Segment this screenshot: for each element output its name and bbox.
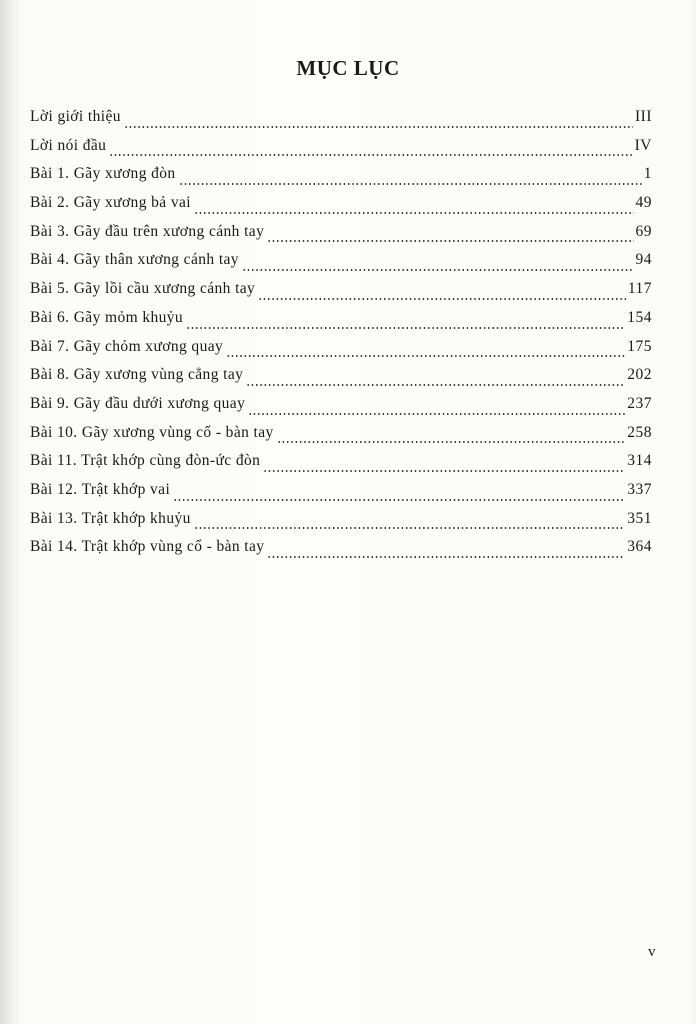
toc-entry <box>30 108 652 137</box>
page-title: MỤC LỤC <box>296 56 400 80</box>
toc-leader-dots <box>179 182 642 186</box>
toc-entry <box>30 165 652 194</box>
toc-leader-dots <box>246 383 625 387</box>
toc-entry-label: Bài 8. Gãy xương vùng cẳng tay <box>30 366 244 384</box>
toc-entry-label: Lời giới thiệu <box>30 108 121 125</box>
toc-entry-label: Bài 4. Gãy thân xương cánh tay <box>30 251 239 269</box>
page-binding-shadow <box>0 0 14 1024</box>
toc-entry-page: 154 <box>627 308 652 326</box>
toc-leader-dots <box>242 268 634 272</box>
toc-leader-dots <box>226 354 625 358</box>
toc-entry-page: III <box>635 108 652 125</box>
toc-leader-dots <box>258 297 626 301</box>
toc-entry <box>30 424 652 453</box>
toc-entry <box>30 366 652 395</box>
toc-entry-label: Bài 10. Gãy xương vùng cổ - bàn tay <box>30 423 274 441</box>
toc-entry-label: Bài 2. Gãy xương bả vai <box>30 194 191 212</box>
toc-leader-dots <box>263 469 625 473</box>
toc-entry <box>30 137 652 166</box>
toc-entry-page: 364 <box>627 538 652 556</box>
toc-entry-label: Lời nói đầu <box>30 136 107 154</box>
toc-entry-page: 69 <box>635 222 652 240</box>
toc-entry-page: 175 <box>627 337 652 355</box>
toc-leader-dots <box>267 239 633 243</box>
toc-entry <box>30 481 652 510</box>
toc-entry <box>30 194 652 223</box>
toc-entry <box>30 452 652 481</box>
toc-entry-page: 258 <box>627 423 652 441</box>
toc-entry-label: Bài 6. Gãy mỏm khuỷu <box>30 308 184 326</box>
toc-entry-label: Bài 1. Gãy xương đòn <box>30 165 176 183</box>
toc-entry <box>30 538 652 567</box>
toc-entry-page: 117 <box>627 280 652 298</box>
toc-leader-dots <box>277 440 626 444</box>
toc-entry-page: 1 <box>643 165 652 183</box>
toc-entry-label: Bài 9. Gãy đầu dưới xương quay <box>30 394 246 412</box>
toc-entry-label: Bài 14. Trật khớp vùng cổ - bàn tay <box>30 538 265 556</box>
toc-leader-dots <box>173 498 625 502</box>
table-of-contents <box>30 108 652 567</box>
toc-entry <box>30 510 652 539</box>
toc-entry <box>30 251 652 280</box>
toc-entry-page: 94 <box>635 251 652 269</box>
toc-leader-dots <box>186 326 625 330</box>
toc-entry <box>30 223 652 252</box>
toc-entry <box>30 280 652 309</box>
toc-leader-dots <box>109 153 632 157</box>
toc-entry-page: 237 <box>627 394 652 412</box>
toc-entry-page: 314 <box>627 452 652 470</box>
toc-entry <box>30 395 652 424</box>
toc-entry <box>30 338 652 367</box>
toc-entry-label: Bài 7. Gãy chỏm xương quay <box>30 337 224 355</box>
toc-leader-dots <box>248 412 625 416</box>
toc-leader-dots <box>267 555 625 559</box>
toc-entry <box>30 309 652 338</box>
toc-entry-page: 337 <box>627 480 652 498</box>
toc-entry-page: 351 <box>627 509 652 527</box>
toc-entry-label: Bài 11. Trật khớp cùng đòn-ức đòn <box>30 452 261 470</box>
toc-leader-dots <box>124 125 633 129</box>
toc-entry-label: Bài 3. Gãy đầu trên xương cánh tay <box>30 222 265 240</box>
toc-entry-label: Bài 13. Trật khớp khuỷu <box>30 509 191 527</box>
page-number: v <box>648 944 656 960</box>
toc-entry-label: Bài 12. Trật khớp vai <box>30 480 171 498</box>
toc-leader-dots <box>194 526 625 530</box>
toc-entry-label: Bài 5. Gãy lồi cầu xương cánh tay <box>30 280 256 298</box>
toc-entry-page: IV <box>634 136 652 154</box>
toc-leader-dots <box>194 211 634 215</box>
toc-entry-page: 202 <box>627 366 652 384</box>
toc-entry-page: 49 <box>635 194 652 212</box>
